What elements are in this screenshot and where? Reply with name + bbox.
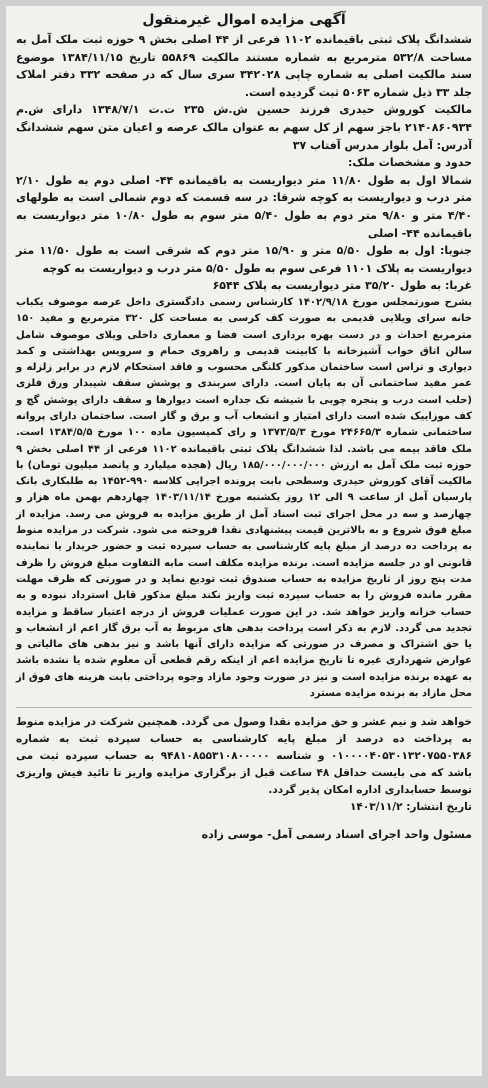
section-divider (16, 707, 472, 708)
property-registration: ششدانگ پلاک ثبتی باقیمانده ۱۱۰۲ فرعی از ۴۴ اصلی بخش ۹ حوزه ثبت ملک آمل به مساحت ۵۳۲/۸ مترمربع به شماره مستند مالکیت ۵۵۸۶۹ تاریخ ۱۳۸۴/۱۱/۱۵ موضوع سند مالکیت اصلی به شماره چاپی ۳۴۲۰۲۸ سری سال که در صفحه ۳۳۲ دفتر املاک جلد ۳۳ ذیل شماره ۵۰۶۳ ثبت گردیده است. (16, 33, 473, 99)
notice-title: آگهی مزایده اموال غیرمنقول (142, 12, 346, 28)
boundary-south: جنوبا: اول به طول ۵/۵۰ متر و ۱۵/۹۰ متر دوم که شرقی است به طول ۱۱/۵۰ متر دیواریست به پلاک ۱۱۰۱ فرعی سوم به طول ۵/۵۰ متر درب و دیواریست به کوچه (16, 244, 472, 275)
boundary-north-east: شمالا اول به طول ۱۱/۸۰ متر دیواریست به باقیمانده ۴۴- اصلی دوم به طول ۲/۱۰ متر درب و دیواریست به کوچه شرقا: در سه قسمت که دوم شمالی است به طولهای ۴/۴۰ متر و ۹/۸۰ متر دوم به طول ۵/۴۰ متر سوم به طول ۱۰/۸۰ متر دیواریست به باقیمانده ۴۴- اصلی (16, 173, 472, 240)
property-summary (16, 31, 472, 295)
boundary-west: غربا: به طول ۳۵/۲۰ متر دیواریست به پلاک ۶۵۴۴ (212, 279, 472, 293)
boundaries-heading: حدود و مشخصات ملک: (347, 156, 472, 170)
expert-report-and-auction-terms: بشرح صورتمجلس مورخ ۱۴۰۲/۹/۱۸ کارشناس رسمی دادگستری داخل عرصه موصوف یکباب خانه سرای ویلایی قدیمی به صورت کف کرسی به مساحت کل ۳۲۰ مترمربع و مفید ۱۵۰ مترمربع احداث و در دست بهره برداری است فضا و معماری داخلی ویلای موصوف شامل سالن اتاق خواب آشپزخانه با کابینت قدیمی و راهروی حمام و سرویس بهداشتی و کمد دیواری و تراس است ساختمان مذکور کلنگی محسوب و فاقد استحکام لازم در برابر زلزله و عمر مفید ساختمانی آن به پایان است. دارای سربندی و پوشش سقف شیبدار ورق فلزی (حلب است درب و پنجره چوبی با شیشه تک جداره است دیوارها و سقف دارای پوشش گچ و کف موزاییک شده است دارای امتیاز و انشعاب آب و برق و گاز است. ساختمان دارای پروانه ساختمانی شماره ۲۴۶۶۵/۳ مورخ ۱۳۷۳/۵/۳ و رای کمیسیون ماده ۱۰۰ مورخ ۱۳۸۴/۵/۵ است. ملک فاقد بیمه می باشد. لذا ششدانگ پلاک ثبتی باقیمانده ۱۱۰۲ فرعی از ۴۴ اصلی بخش ۹ حوزه ثبت ملک آمل به ارزش ۱۸۵/۰۰۰/۰۰۰/۰۰۰ ریال (هجده میلیارد و پانصد میلیون تومان) با مالکیت آقای کوروش حیدری وسطحی بابت پرونده اجرایی کلاسه ۹۹۰-۱۴۵۲ به طلبکاری بانک پارسیان آمل از ساعت ۹ الی ۱۲ روز یکشنبه مورخ ۱۴۰۳/۱۱/۱۴ چهاردهم بهمن ماه هزار و چهارصد و سه در محل اجرای ثبت اسناد آمل از طریق مزایده به فروش می رسد. مزایده از مبلغ فوق شروع و به بالاترین قیمت پیشنهادی نقدا فروخته می شود. شرکت در مزایده منوط به پرداخت ده درصد از مبلغ پایه کارشناسی به حساب سپرده ثبت و حضور خریدار یا نماینده قانونی او در جلسه مزایده است. برنده مزایده مکلف است مابه التفاوت مبلغ فروش را ظرف مدت پنج روز از تاریخ مزایده به حساب صندوق ثبت تودیع نماید و در صورتی که ظرف مهلت مقرر مانده فروش را به حساب سپرده ثبت واریز نکند مبلغ مذکور قابل استرداد نبوده و به حساب خزانه واریز خواهد شد. در این صورت عملیات فروش از درجه اعتبار ساقط و مزایده تجدید می گردد. لازم به ذکر است پرداخت بدهی های مربوط به آب برق گاز اعم از انشعاب و یا حق اشتراک و مصرف در صورتی که مزایده دارای آنها باشد و نیز بدهی های مالیاتی و عوارض شهرداری غیره تا تاریخ مزایده اعم از اینکه رقم قطعی آن معلوم شده یا نشده باشد به عهده برنده مزایده است و نیز در صورت وجود مازاد وجوه پرداختی بابت هزینه های فوق از محل مازاد به برنده مزایده مسترد (16, 296, 473, 700)
notice-body (16, 295, 472, 702)
ownership-details: مالکیت کوروش حیدری فرزند حسین ش.ش ۲۳۵ ت.ت ۱۳۴۸/۷/۱ دارای ش.م ۲۱۴۰۸۶۰۹۳۴ باجز سهم از کل سهم به عنوان مالک عرصه و اعیان متن سهم ششدانگ آدرس: آمل بلوار مدرس آفتاب ۳۷ (16, 103, 473, 152)
newspaper-notice (6, 6, 482, 1076)
notice-footer (16, 714, 472, 816)
publication-date: تاریخ انتشار: ۱۴۰۳/۱۱/۲ (350, 801, 472, 814)
deposit-terms: خواهد شد و نیم عشر و حق مزایده نقدا وصول می گردد. همچنین شرکت در مزایده منوط به پرداخت ده درصد از مبلغ پایه کارشناسی به حساب سپرده ثبت به شماره ۰۱۰۰۰۰۴۰۵۳۰۱۳۲۰۷۵۵۰۳۸۶ و شناسه ۹۴۸۱۰۸۵۵۳۱۰۸۰۰۰۰۰ به حساب سپرده ثبت می باشد که می بایست حداقل ۴۸ ساعت قبل از برگزاری مزایده واریز تا تائید فیش واریزی توسط حسابداری اداره امکان پذیر گردد. (16, 716, 472, 797)
signature: مسئول واحد اجرای اسناد رسمی آمل- موسی زاده (201, 828, 472, 842)
